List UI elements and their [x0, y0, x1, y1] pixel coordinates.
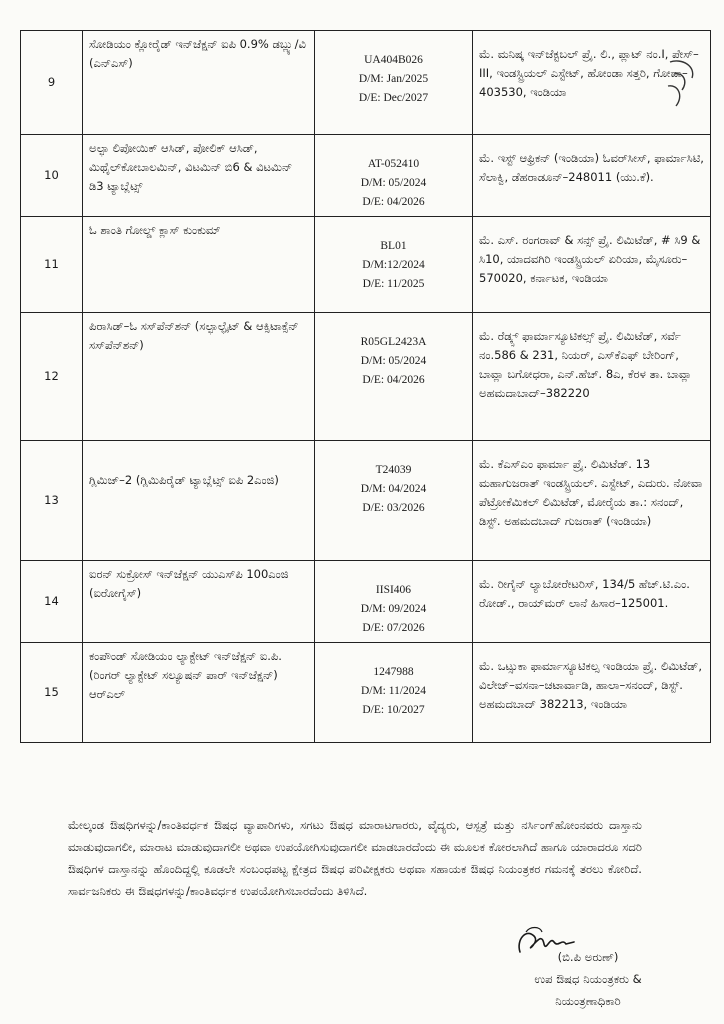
expiry-date: D/E: 04/2026 [362, 374, 425, 386]
manufacturer-address: ಮೆ. ರೆಡ್ಕ್ಸ್ ಫಾರ್ಮಾಸ್ಯೂಟಿಕಲ್ಸ್ ಪ್ರೈ. ಲಿಮಿಟೆಡ್, ಸರ್ವೆ ನಂ.586 & 231, ನಿಯರ್, ಎಸ್‌ಕೆಎಫ್ ಬೇರಿಂಗ್, ಬಾವ್ಲಾ ಬಗೋಧರಾ, ಎನ್.ಹೆಚ್. 8ಎ, ಕೆರಳ ತಾ. ಬಾವ್ಲಾ ಅಹಮದಾಬಾದ್–382220 [473, 313, 711, 441]
batch-number: UA404B026 [364, 54, 423, 66]
batch-details [315, 643, 473, 743]
manufacturer-address: ಮೆ. ಕೆಎಸ್‌ಎಂ ಫಾರ್ಮಾ ಪ್ರೈ. ಲಿಮಿಟೆಡ್. 13 ಮಹಾಗುಜರಾತ್ ಇಂಡಸ್ಟ್ರಿಯಲ್. ಎಸ್ಟೇಟ್, ಎದುರು. ನೋವಾ ಪೆಟ್ರೋಕೆಮಿಕಲ್ ಲಿಮಿಟೆಡ್, ಮೋರೈಯ ತಾ.: ಸನಂದ್, ಡಿಸ್ಟ್. ಅಹಮದಬಾದ್ ಗುಜರಾತ್ (ಇಂಡಿಯಾ) [473, 441, 711, 561]
expiry-date: D/E: 07/2026 [362, 622, 425, 634]
manufacturer-address: ಮೆ. ಇಸ್ಟ್ ಆಫ್ರಿಕನ್ (ಇಂಡಿಯಾ) ಓವರ್‌ಸೀಸ್, ಫಾರ್ಮಾಸಿಟಿ, ಸೆಲಾಕ್ವಿ, ಡೆಹರಾಡೂನ್–248011 (ಯು.ಕೆ). [473, 135, 711, 217]
table-row [21, 217, 711, 313]
designation-line-1: ಉಪ ಔಷಧ ನಿಯಂತ್ರಕರು & [534, 972, 642, 986]
batch-number: BL01 [380, 240, 407, 252]
manufacture-date: D/M: 05/2024 [360, 355, 427, 367]
batch-number: R05GL2423A [360, 336, 427, 348]
expiry-date: D/E: 10/2027 [362, 704, 425, 716]
serial-number: 14 [21, 561, 83, 643]
manufacture-date: D/M: 04/2024 [360, 483, 427, 495]
manufacture-date: D/M: Jan/2025 [358, 73, 429, 85]
designation-line-2: ನಿಯಂತ್ರಣಾಧಿಕಾರಿ [555, 994, 621, 1008]
manufacturer-address: ಮೆ. ರೀಗೈನ್ ಲ್ಯಾಬೋರೇಟರಿಸ್, 134/5 ಹೆಚ್.ಟಿ.ಎಂ. ರೋಡ್., ರಾಯ್‌ಮರ್ ಲಾನೆ ಹಿಸಾರ–125001. [473, 561, 711, 643]
manufacturer-address: ಮೆ. ಎಸ್. ರಂಗರಾವ್ & ಸನ್ಸ್ ಪ್ರೈ. ಲಿಮಿಟೆಡ್, # ಸಿ9 & ಸಿ10, ಯಾದವಗಿರಿ ಇಂಡಸ್ಟ್ರಿಯಲ್ ಏರಿಯಾ, ಮೈಸೂರು–570020, ಕರ್ನಾಟಕ, ಇಂಡಿಯಾ [473, 217, 711, 313]
batch-details [315, 135, 473, 217]
batch-number: 1247988 [373, 666, 414, 678]
serial-number: 10 [21, 135, 83, 217]
batch-details [315, 217, 473, 313]
drug-name: ಓ ಶಾಂತಿ ಗೋಲ್ಡ್ ಕ್ಲಾಸ್ ಕುಂಕುಮ್ [83, 217, 315, 313]
batch-number: AT-052410 [367, 158, 420, 170]
table-row [21, 561, 711, 643]
manufacture-date: D/M: 09/2024 [360, 603, 427, 615]
drug-name: ಕಂಪೌಂಡ್ ಸೋಡಿಯಂ ಲ್ಯಾಕ್ಟೇಟ್ ಇನ್‌ಜೆಕ್ಷನ್ ಐ.ಪಿ. (ರಿಂಗರ್ ಲ್ಯಾಕ್ಟೇಟ್ ಸಲ್ಯೂಷನ್ ಪಾರ್ ಇನ್‌ಜೆಕ್ಷನ್) ಆರ್‌ಎಲ್ [83, 643, 315, 743]
table-row [21, 441, 711, 561]
manufacture-date: D/M: 05/2024 [360, 177, 427, 189]
signatory-block [488, 946, 688, 1012]
table-row [21, 135, 711, 217]
expiry-date: D/E: Dec/2027 [358, 92, 429, 104]
signatory-name: (ಬಿ.ಪಿ ಅರುಣ್) [557, 950, 619, 964]
expiry-date: D/E: 11/2025 [362, 278, 425, 290]
manufacturer-address: ಮೆ. ಒಟ್ಸುಕಾ ಫಾರ್ಮಾಸ್ಯೂಟಿಕಲ್ಸ ಇಂಡಿಯಾ ಪ್ರೈ. ಲಿಮಿಟೆಡ್, ವಿಲೇಜ್–ವಸನಾ–ಚಟಾರ್ವಾಡಿ, ಹಾಲಾ–ಸನಂದ್, ಡಿಸ್ಟ್. ಅಹಮದಬಾದ್ 382213, ಇಂಡಿಯಾ [473, 643, 711, 743]
batch-number: IISI406 [375, 584, 412, 596]
serial-number: 12 [21, 313, 83, 441]
drug-name: ಪಿರಾಸಿಡ್–ಓ ಸಸ್‌ಪೆನ್‌ಶನ್ (ಸಲ್ಫಾಲ್ಫೈಟ್ & ಆಕ್ಸಿಟಾಕ್ಸೆನ್ ಸಸ್‌ಪೆನ್‌ಶನ್) [83, 313, 315, 441]
serial-number: 13 [21, 441, 83, 561]
batch-details [315, 31, 473, 135]
drug-name: ಐರನ್ ಸುಕ್ರೋಸ್ ಇನ್‌ಜೆಕ್ಷನ್ ಯುಎಸ್‌ಪಿ 100ಎಂಜಿ (ಐರೋಗೈಸ್) [83, 561, 315, 643]
table-row [21, 313, 711, 441]
banned-drugs-table [20, 30, 711, 743]
manufacture-date: D/M:12/2024 [362, 259, 425, 271]
manufacturer-address: ಮೆ. ಮನಿಷ್ಕ ಇನ್‌ಜೆಕ್ಟಬಲ್ ಪ್ರೈ. ಲಿ., ಪ್ಲಾಟ್ ನಂ.I, ಪೇಸ್–III, ಇಂಡಸ್ಟ್ರಿಯಲ್ ಎಸ್ಟೇಟ್, ಹೋಂಡಾ ಸತ್ತರಿ, ಗೋವಾ–403530, ಇಂಡಿಯಾ [473, 31, 711, 135]
drug-name: ಸೋಡಿಯಂ ಕ್ಲೋರೈಡ್ ಇನ್‌ಜೆಕ್ಷನ್ ಐಪಿ 0.9% ಡಬ್ಲ್ಯು/ವಿ (ಎನ್‌ಎಸ್) [83, 31, 315, 135]
expiry-date: D/E: 04/2026 [362, 196, 425, 208]
batch-details [315, 561, 473, 643]
expiry-date: D/E: 03/2026 [362, 502, 425, 514]
serial-number: 15 [21, 643, 83, 743]
manufacture-date: D/M: 11/2024 [360, 685, 427, 697]
serial-number: 11 [21, 217, 83, 313]
drug-name: ಅಲ್ಫಾ ಲಿಪೋಯಿಕ್ ಆಸಿಡ್, ಪೋಲಿಕ್ ಆಸಿಡ್, ಮಿಥೈಲ್‌ಕೋಬಾಲಮಿನ್, ವಿಟಮಿನ್ ಬಿ6 & ವಿಟಮಿನ್ ಡಿ3 ಟ್ಯಾಬ್ಲೆಟ್ಸ್ [83, 135, 315, 217]
serial-number: 9 [21, 31, 83, 135]
batch-number: T24039 [375, 464, 412, 476]
drug-name: ಗ್ಲಿಮಿಜ್–2 (ಗ್ಲಿಮಿಪಿರೈಡ್ ಟ್ಯಾಬ್ಲೆಟ್ಸ್ ಐಪಿ 2ಎಂಜಿ) [83, 441, 315, 561]
batch-details [315, 441, 473, 561]
table-row [21, 643, 711, 743]
partial-stamp-icon [662, 56, 712, 116]
notice-paragraph: ಮೇಲ್ಕಂಡ ಔಷಧಿಗಳನ್ನು/ಕಾಂತಿವರ್ಧಕ ಔಷಧ ವ್ಯಾಪಾರಿಗಳು, ಸಗಟು ಔಷಧ ಮಾರಾಟಗಾರರು, ವೈದ್ಯರು, ಆಸ್ಪತ್ರೆ ಮತ್ತು ನರ್ಸಿಂಗ್‌ಹೋಂನವರು ದಾಸ್ತಾನು ಮಾಡುವುದಾಗಲೀ, ಮಾರಾಟ ಮಾಡುವುದಾಗಲೀ ಅಥವಾ ಉಪಯೋಗಿಸುವುದಾಗಲೀ ಮಾಡಬಾರದೆಂದು ಈ ಮೂಲಕ ಕೋರಲಾಗಿದೆ ಹಾಗೂ ಯಾರಾದರೂ ಸದರಿ ಔಷಧಿಗಳ ದಾಸ್ತಾನನ್ನು ಹೊಂದಿದ್ದಲ್ಲಿ ಕೂಡಲೇ ಸಂಬಂಧಪಟ್ಟ ಕ್ಷೇತ್ರದ ಔಷಧ ಪರಿವೀಕ್ಷಕರು ಅಥವಾ ಸಹಾಯಕ ಔಷಧ ನಿಯಂತ್ರಕರ ಗಮನಕ್ಕೆ ತರಲು ಕೋರಿದೆ. ಸಾರ್ವಜನಿಕರು ಈ ಔಷಧಗಳನ್ನು/ಕಾಂತಿವರ್ಧಕ ಉಪಯೋಗಿಸಬಾರದೆಂದು ತಿಳಿಸಿದೆ. [68, 817, 642, 898]
batch-details [315, 313, 473, 441]
table-row [21, 31, 711, 135]
